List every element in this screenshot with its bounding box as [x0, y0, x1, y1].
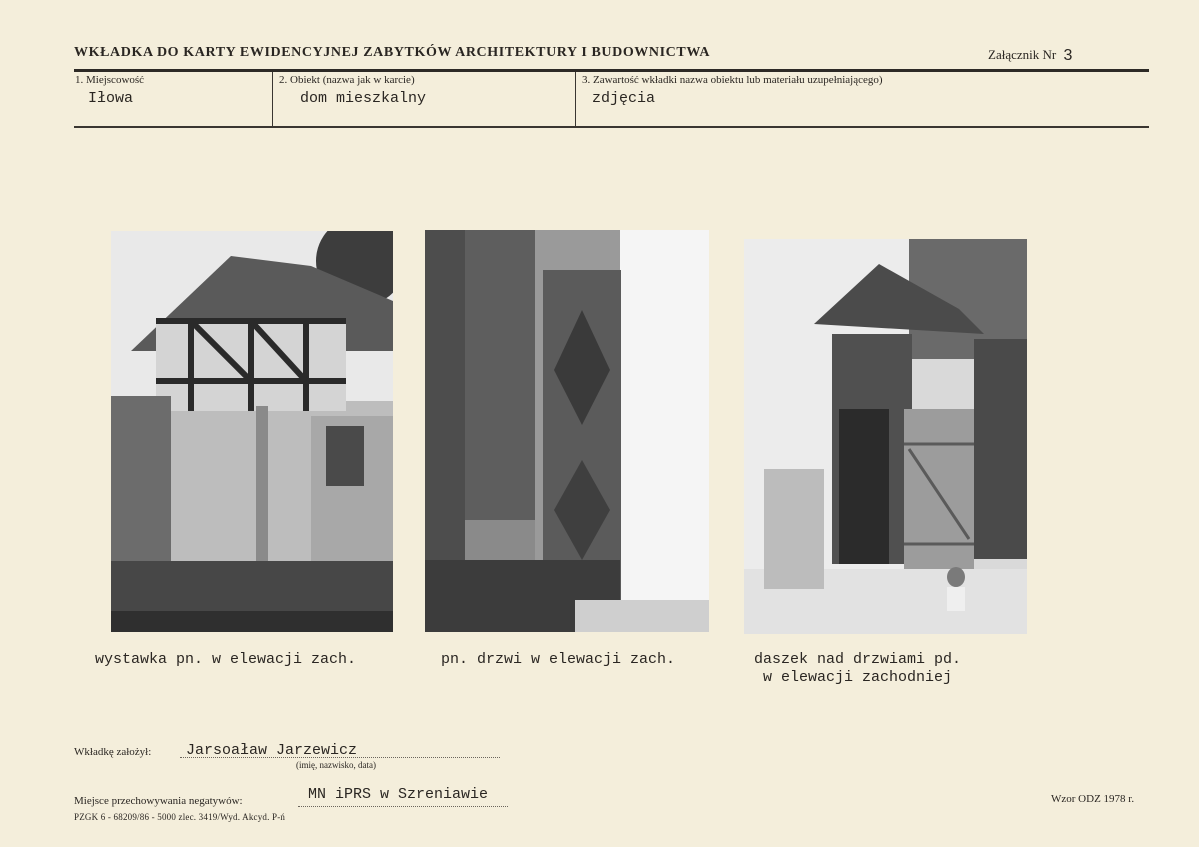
field-label-locality: 1. Miejscowość [75, 74, 145, 86]
attachment-number-value: 3 [1063, 47, 1073, 64]
attachment-label: Załącznik Nr [988, 47, 1057, 62]
photo-caption: daszek nad drzwiami pd. w elewacji zachodniej [754, 651, 962, 686]
photo-caption: pn. drzwi w elewacji zach. [441, 651, 676, 668]
storage-value: MN iPRS w Szreniawie [308, 786, 489, 803]
storage-label: Miejsce przechowywania negatywów: [74, 795, 243, 807]
field-divider [272, 72, 273, 127]
form-model: Wzor ODZ 1978 r. [1051, 793, 1135, 805]
founder-line [180, 757, 500, 758]
founder-label: Wkładkę założył: [74, 746, 152, 758]
photo-door-canopy [744, 239, 1027, 634]
attachment-number [988, 46, 1072, 64]
field-divider [575, 72, 576, 127]
storage-line [298, 806, 508, 807]
founder-value: Jarsoaław Jarzewicz [186, 742, 358, 759]
founder-hint: (imię, nazwisko, data) [296, 760, 376, 770]
header-rule [74, 69, 1149, 72]
field-value-object: dom mieszkalny [300, 90, 427, 107]
photo-wooden-door [425, 230, 709, 632]
field-value-contents: zdjęcia [592, 90, 656, 107]
field-label-object: 2. Obiekt (nazwa jak w karcie) [279, 74, 415, 86]
fields-rule [74, 126, 1149, 128]
print-info: PZGK 6 - 68209/86 - 5000 zlec. 3419/Wyd. Akcyd. P-ń [74, 812, 286, 822]
field-label-contents: 3. Zawartość wkładki nazwa obiektu lub materiału uzupełniającego) [582, 74, 883, 86]
field-value-locality: Iłowa [88, 90, 134, 107]
form-title: WKŁADKA DO KARTY EWIDENCYJNEJ ZABYTKÓW ARCHITEKTURY I BUDOWNICTWA [74, 45, 711, 60]
photo-timber-oriel [111, 231, 393, 632]
photo-caption: wystawka pn. w elewacji zach. [95, 651, 357, 668]
